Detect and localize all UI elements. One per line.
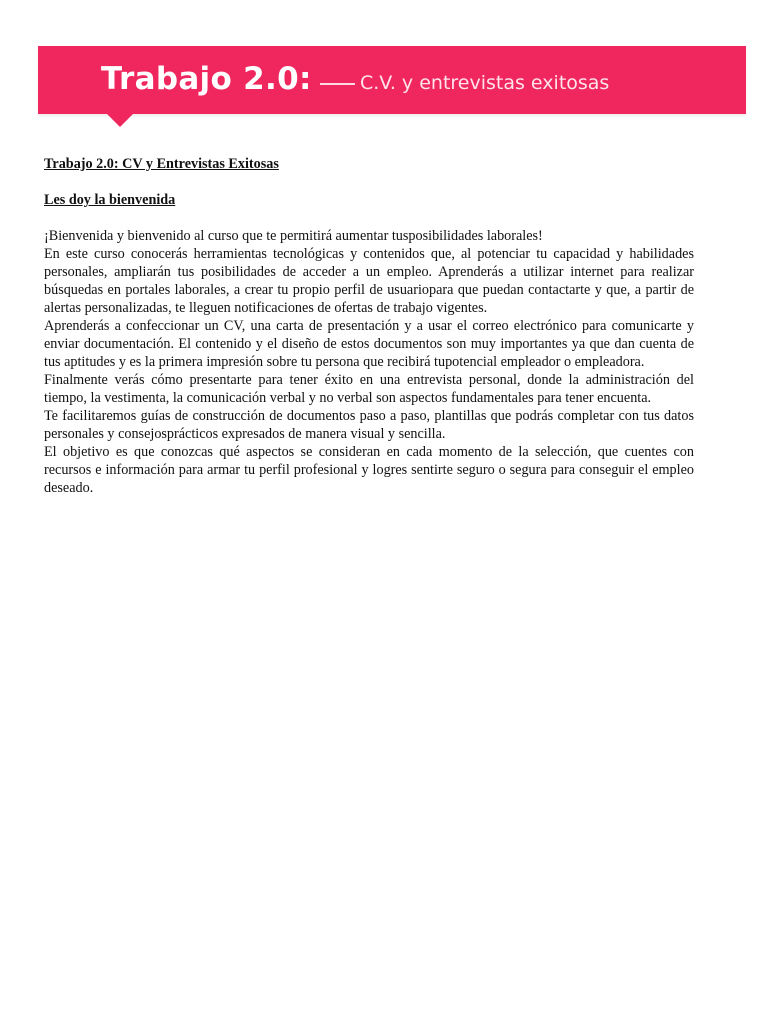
paragraph-2: En este curso conocerás herramientas tecnológicas y contenidos que, al potenciar tu capacidad y habilidades personales, ampliarán tus posibilidades de acceder a un empleo. Aprenderás a utilizar internet para realizar búsquedas en portales laborales, a crear tu propio perfil de usuariopara que puedan contactarte y que, a partir de alertas personalizadas, te lleguen notificaciones de ofertas de trabajo vigentes.	[44, 246, 694, 316]
banner-subtitle: C.V. y entrevistas exitosas	[360, 72, 610, 94]
welcome-heading: Les doy la bienvenida	[44, 192, 176, 208]
paragraph-5: Te facilitaremos guías de construcción de documentos paso a paso, plantillas que podrás completar con tus datos personales y consejosprácticos expresados de manera visual y sencilla.	[44, 408, 694, 442]
banner-pointer	[106, 113, 134, 127]
document-body	[44, 155, 694, 497]
header-banner	[38, 46, 746, 114]
banner-title: Trabajo 2.0:	[101, 61, 312, 97]
paragraph-4: Finalmente verás cómo presentarte para tener éxito en una entrevista personal, donde la administración del tiempo, la vestimenta, la comunicación verbal y no verbal son aspectos fundamentales para tener encuenta.	[44, 372, 694, 406]
document-title: Trabajo 2.0: CV y Entrevistas Exitosas	[44, 156, 279, 172]
paragraph-1: ¡Bienvenida y bienvenido al curso que te permitirá aumentar tusposibilidades laborales!	[44, 228, 543, 244]
paragraph-6: El objetivo es que conozcas qué aspectos se consideran en cada momento de la selección, que cuentes con recursos e información para armar tu perfil profesional y logres sentirte seguro o segura para conseguir el empleo deseado.	[44, 444, 694, 496]
paragraph-3: Aprenderás a confeccionar un CV, una carta de presentación y a usar el correo electrónico para comunicarte y enviar documentación. El contenido y el diseño de estos documentos son muy importantes ya que dan cuenta de tus aptitudes y es la primera impresión sobre tu persona que recibirá tupotencial empleador o empleadora.	[44, 318, 694, 370]
banner-dash-divider	[320, 83, 355, 85]
